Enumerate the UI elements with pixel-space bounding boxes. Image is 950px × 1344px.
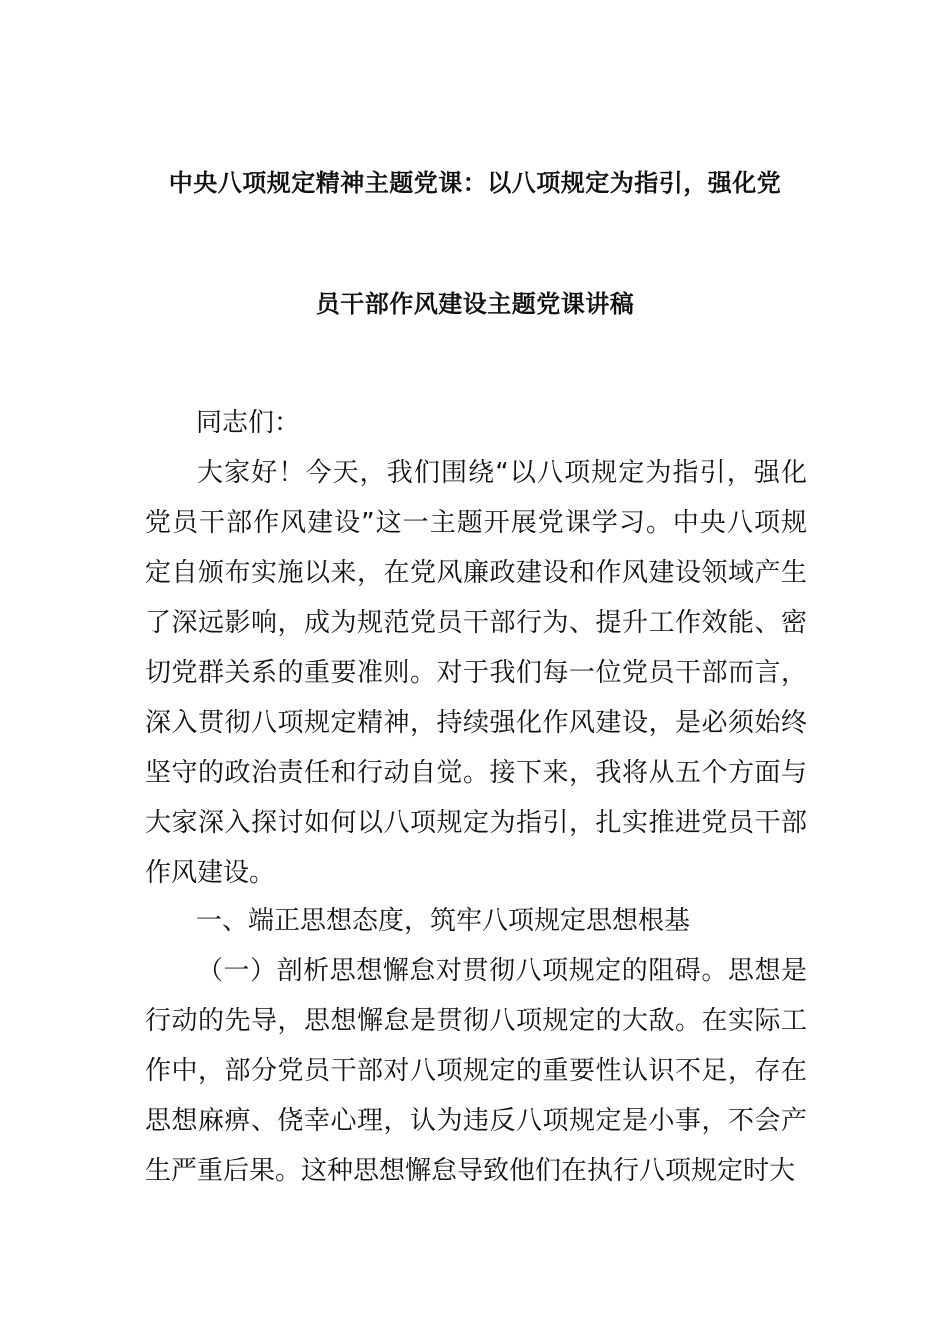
section1-paragraph-block bbox=[145, 946, 807, 1196]
greeting: 同志们： bbox=[196, 408, 301, 438]
document-title-line-2: 员干部作风建设主题党课讲稿 bbox=[315, 290, 635, 318]
section1-paragraph-1: （一）剖析思想懈怠对贯彻八项规定的阻碍。思想是行动的先导，思想懈怠是贯彻八项规定的大敌。在实际工作中，部分党员干部对八项规定的重要性认识不足，存在思想麻痹、侥幸心理，认为违反八项规定是小事，不会产生严重后果。这种思想懈怠导致他们在执行八项规定时大 bbox=[145, 956, 807, 1186]
section-heading-1: 一、端正思想态度，筑牢八项规定思想根基 bbox=[196, 906, 691, 936]
document-title-line-1: 中央八项规定精神主题党课：以八项规定为指引，强化党 bbox=[168, 169, 782, 197]
intro-paragraph-block bbox=[145, 448, 807, 898]
intro-paragraph: 大家好！今天，我们围绕“以八项规定为指引，强化党员干部作风建设”这一主题开展党课学习。中央八项规定自颁布实施以来，在党风廉政建设和作风建设领域产生了深远影响，成为规范党员干部行为、提升工作效能、密切党群关系的重要准则。对于我们每一位党员干部而言，深入贯彻八项规定精神，持续强化作风建设，是必须始终坚守的政治责任和行动自觉。接下来，我将从五个方面与大家深入探讨如何以八项规定为指引，扎实推进党员干部作风建设。 bbox=[145, 458, 807, 888]
